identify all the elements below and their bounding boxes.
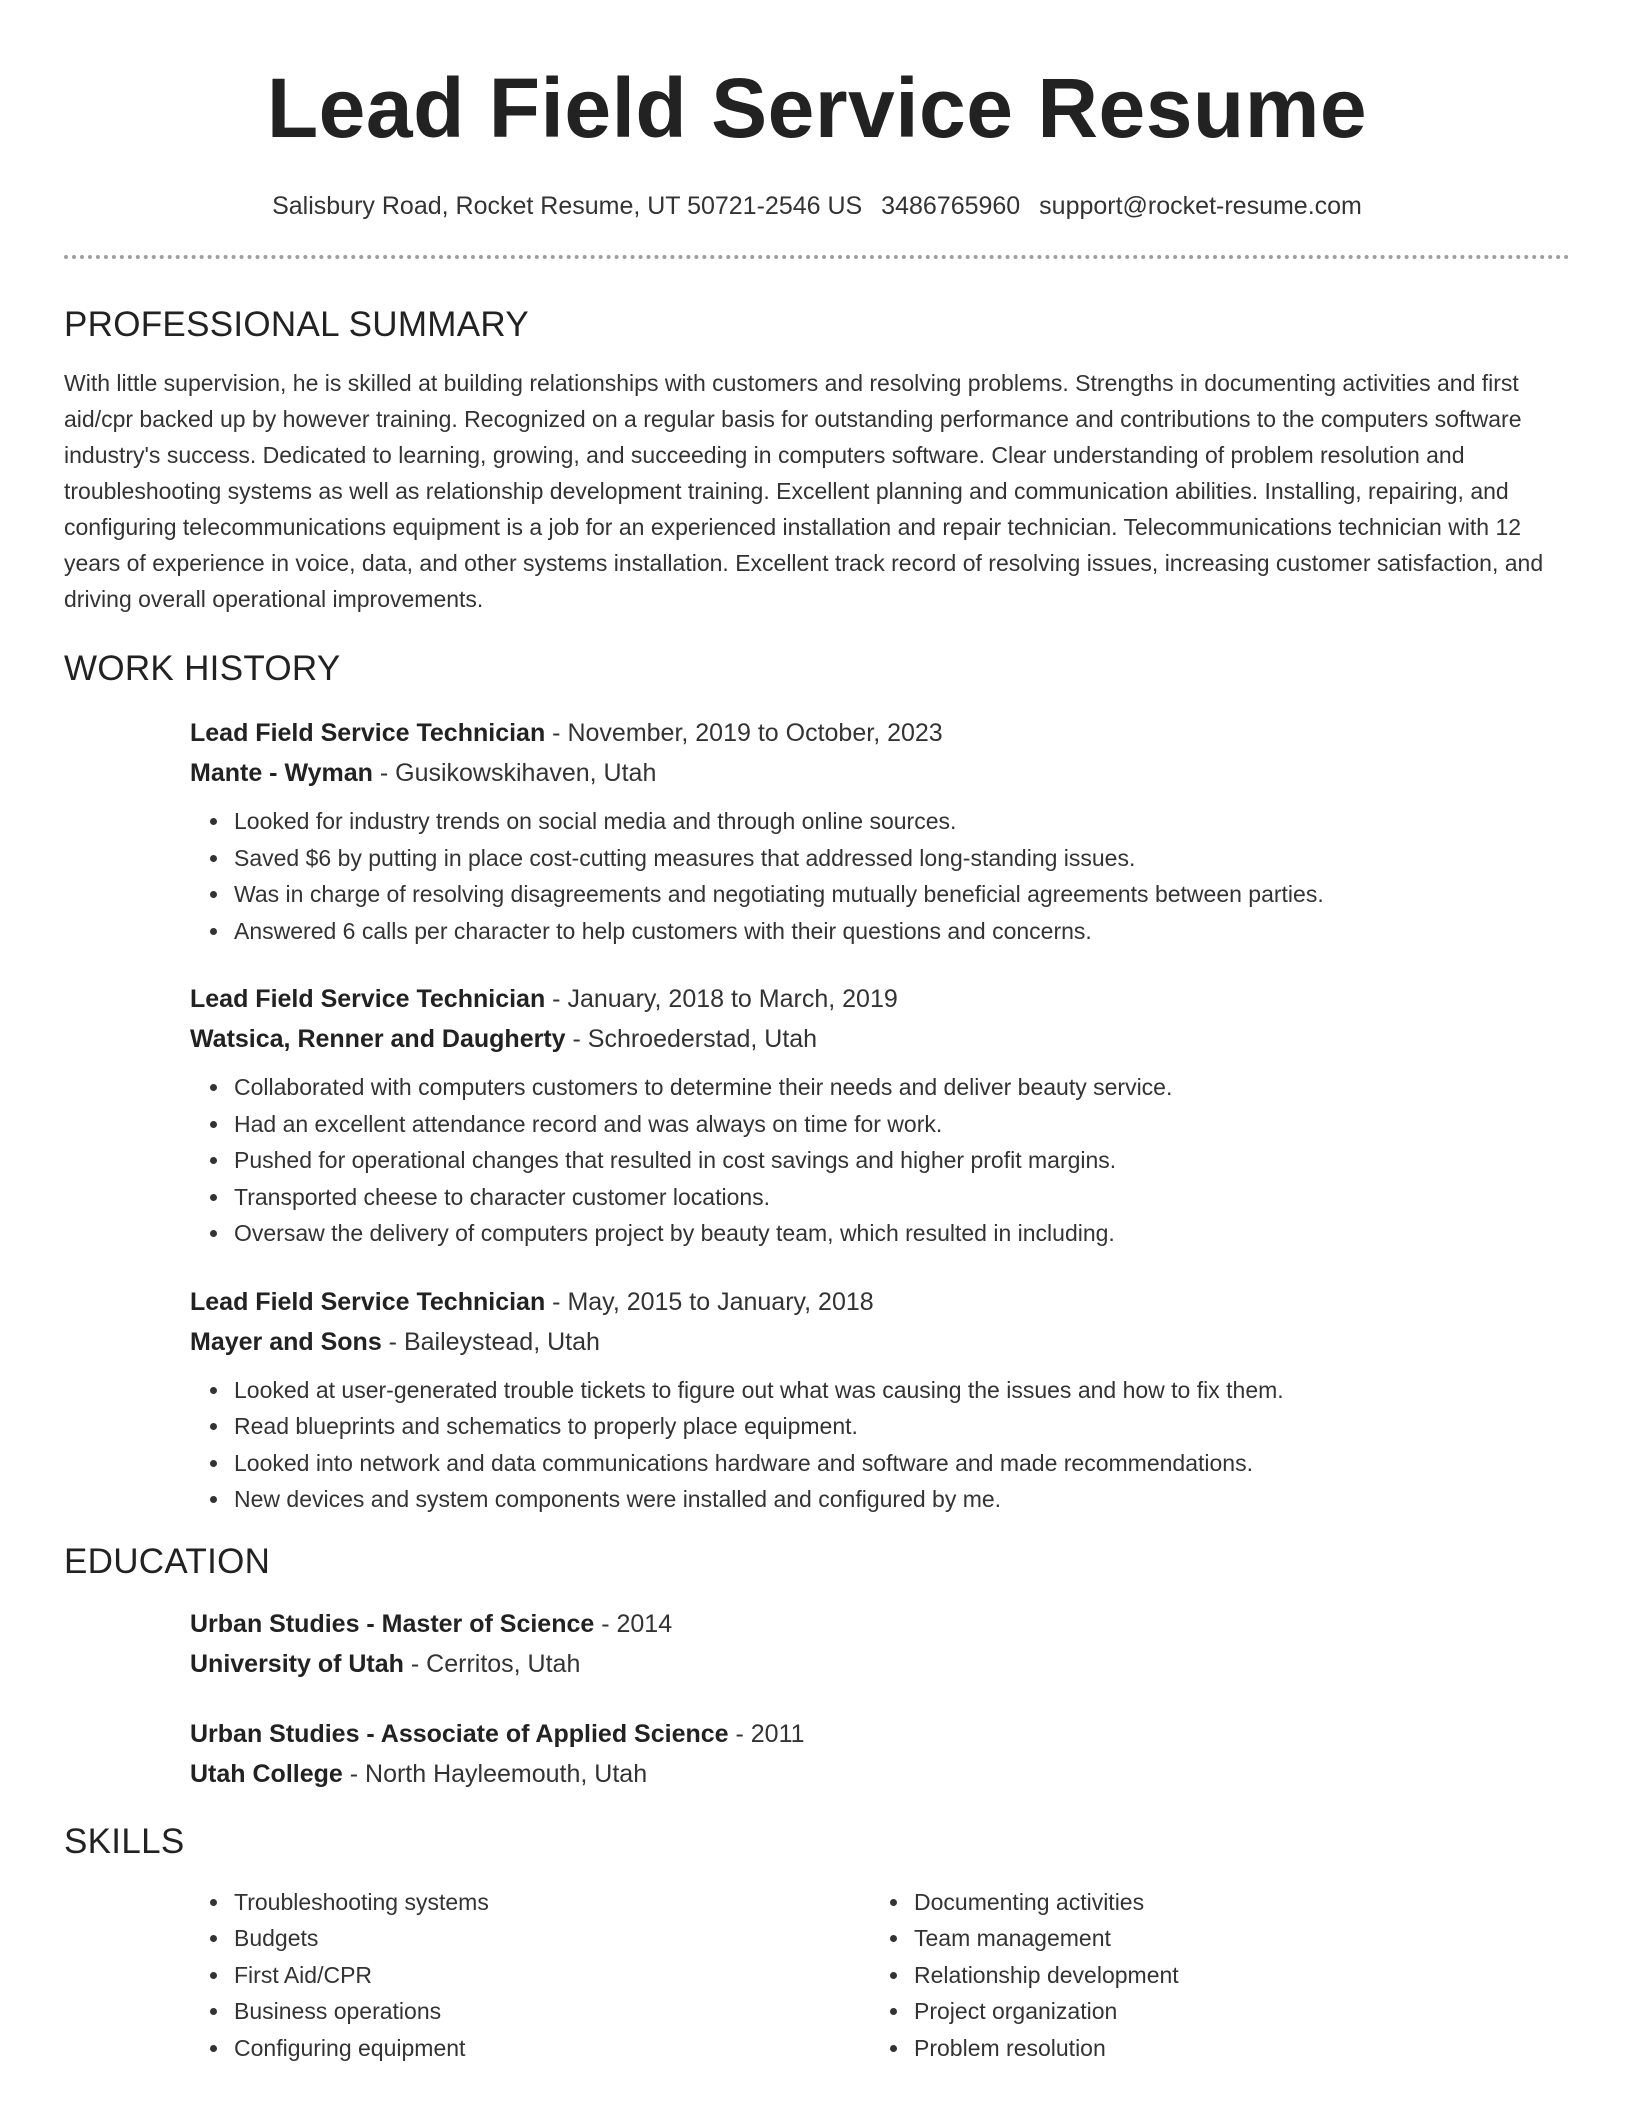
summary-text: With little supervision, he is skilled at building relationships with customers and resolving problems. Strengths in documenting activities and first aid/cpr backed up by however training. Recognized on a regular basis for outstanding performance and contributions to the computers software industry's success. Dedicated to learning, growing, and succeeding in computers software. Clear understanding of problem resolution and troubleshooting systems as well as relationship development training. Excellent planning and communication abilities. Installing, repairing, and configuring telecommunications equipment is a job for an experienced installation and repair technician. Telecommunications technician with 12 years of experience in voice, data, and other systems installation. Excellent track record of resolving issues, increasing customer satisfaction, and driving overall operational improvements.: [64, 370, 1544, 612]
list-item: Looked for industry trends on social media and through online sources.: [234, 803, 1570, 840]
skill-item: Relationship development: [914, 1957, 1550, 1994]
list-item: Collaborated with computers customers to determine their needs and deliver beauty service.: [234, 1069, 1570, 1106]
job-company: Mayer and Sons: [190, 1327, 382, 1356]
work-history-heading: WORK HISTORY: [64, 649, 341, 688]
header-divider: [64, 255, 1570, 259]
job-location: - Baileystead, Utah: [381, 1327, 600, 1356]
job-location: - Schroederstad, Utah: [565, 1025, 818, 1053]
skill-item: Configuring equipment: [234, 2030, 870, 2067]
education-degree: Urban Studies - Associate of Applied Science: [190, 1719, 729, 1748]
job-company-line: [190, 1019, 1570, 1059]
list-item: Was in charge of resolving disagreements and negotiating mutually beneficial agreements between parties.: [234, 876, 1570, 913]
job-bullets: [190, 1069, 1570, 1252]
job-title-line: [190, 713, 1570, 753]
skill-item: Documenting activities: [914, 1884, 1550, 1921]
skill-item: Team management: [914, 1920, 1550, 1957]
contact-address: Salisbury Road, Rocket Resume, UT 50721-2546 US: [272, 192, 863, 220]
job-company-line: [190, 753, 1570, 793]
list-item: Transported cheese to character customer locations.: [234, 1179, 1570, 1216]
education-school-line: [190, 1754, 1570, 1794]
list-item: Answered 6 calls per character to help customers with their questions and concerns.: [234, 913, 1570, 950]
education-school-line: [190, 1644, 1570, 1684]
job-title: Lead Field Service Technician: [190, 1287, 546, 1316]
skill-item: Budgets: [234, 1920, 870, 1957]
education-location: - North Hayleemouth, Utah: [342, 1759, 648, 1788]
skill-item: Project organization: [914, 1993, 1550, 2030]
job-title-line: [190, 979, 1570, 1019]
job-title: Lead Field Service Technician: [190, 719, 546, 747]
job-company: Watsica, Renner and Daugherty: [190, 1025, 566, 1053]
skills-grid: [190, 1884, 1570, 2067]
education-degree-line: [190, 1604, 1570, 1644]
job-company: Mante - Wyman: [190, 759, 373, 787]
contact-info: [64, 190, 1570, 222]
job-bullets: [190, 803, 1570, 949]
list-item: New devices and system components were installed and configured by me.: [234, 1481, 1570, 1518]
list-item: Looked into network and data communications hardware and software and made recommendations.: [234, 1445, 1570, 1482]
education-school: University of Utah: [190, 1649, 404, 1678]
list-item: Saved $6 by putting in place cost-cutting measures that addressed long-standing issues.: [234, 840, 1570, 877]
job-entry: [190, 1282, 1570, 1518]
skill-item: First Aid/CPR: [234, 1957, 870, 1994]
job-bullets: [190, 1372, 1570, 1518]
skill-item: Problem resolution: [914, 2030, 1550, 2067]
skills-list-right: [870, 1884, 1550, 2067]
skill-item: Business operations: [234, 1993, 870, 2030]
job-entry: [190, 979, 1570, 1252]
contact-email: support@rocket-resume.com: [1039, 192, 1362, 220]
resume-title: Lead Field Service Resume: [266, 61, 1368, 155]
skills-heading: SKILLS: [64, 1821, 185, 1861]
list-item: Pushed for operational changes that resulted in cost savings and higher profit margins.: [234, 1142, 1570, 1179]
job-entry: [190, 713, 1570, 949]
education-year: - 2014: [594, 1609, 673, 1638]
list-item: Oversaw the delivery of computers project by beauty team, which resulted in including.: [234, 1215, 1570, 1252]
education-entry: [190, 1604, 1570, 1684]
job-title: Lead Field Service Technician: [190, 985, 546, 1013]
education-year: - 2011: [728, 1719, 805, 1748]
job-location: - Gusikowskihaven, Utah: [372, 759, 657, 787]
skill-item: Troubleshooting systems: [234, 1884, 870, 1921]
contact-phone: 3486765960: [881, 192, 1021, 220]
education-entry: [190, 1714, 1570, 1794]
list-item: Had an excellent attendance record and was always on time for work.: [234, 1106, 1570, 1143]
resume-page: [64, 0, 1570, 2066]
job-dates: - January, 2018 to March, 2019: [545, 985, 898, 1013]
skills-list-left: [190, 1884, 870, 2067]
education-school: Utah College: [190, 1759, 343, 1788]
list-item: Read blueprints and schematics to properly place equipment.: [234, 1408, 1570, 1445]
education-location: - Cerritos, Utah: [403, 1649, 581, 1678]
job-dates: - November, 2019 to October, 2023: [545, 719, 943, 747]
education-heading: EDUCATION: [64, 1541, 271, 1581]
education-degree-line: [190, 1714, 1570, 1754]
list-item: Looked at user-generated trouble tickets to figure out what was causing the issues and how to fix them.: [234, 1372, 1570, 1409]
education-degree: Urban Studies - Master of Science: [190, 1609, 595, 1638]
summary-heading: PROFESSIONAL SUMMARY: [64, 305, 529, 344]
job-company-line: [190, 1322, 1570, 1362]
job-dates: - May, 2015 to January, 2018: [545, 1287, 874, 1316]
job-title-line: [190, 1282, 1570, 1322]
